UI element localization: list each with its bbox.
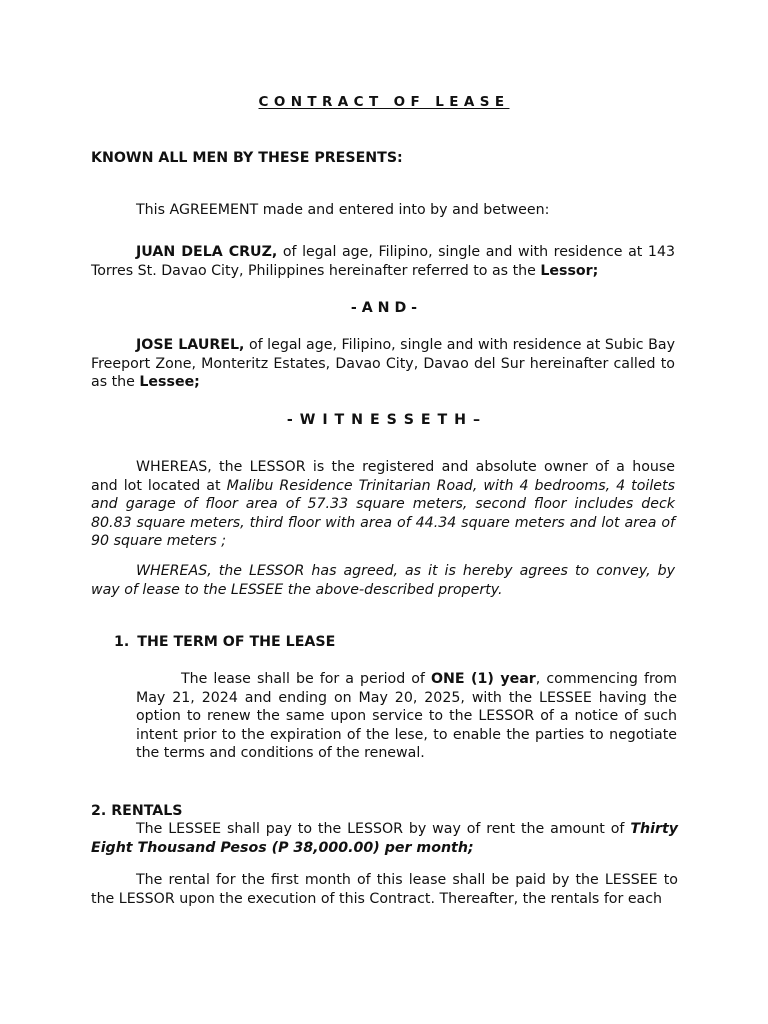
preamble-heading: KNOWN ALL MEN BY THESE PRESENTS: [91, 150, 403, 166]
lease-term-lead: The lease shall be for a period of [181, 671, 431, 687]
lessor-role: Lessor; [540, 262, 599, 279]
property-description: Malibu Residence Trinitarian Road, with 4 bedrooms, 4 toilets and garage of floor area of 57.33 square meters, second floor includes deck 80.83 square meters, third floor with area of 44.34 square meters and lot area of 90 square meters ; [91, 477, 675, 550]
rent-amount-lead: The LESSEE shall pay to the LESSOR by way of rent the amount of [136, 821, 631, 837]
lessee-paragraph [91, 336, 675, 392]
lessee-name: JOSE LAUREL, [136, 337, 245, 353]
lease-period: ONE (1) year [430, 671, 536, 687]
section-1-number: 1. [114, 634, 130, 650]
lessor-name: JUAN DELA CRUZ, [136, 244, 278, 260]
whereas-ownership-paragraph [91, 458, 675, 551]
witnesseth-heading: - W I T N E S S E T H – [286, 412, 482, 428]
whereas-lease-paragraph: WHEREAS, the LESSOR has agreed, as it is hereby agrees to convey, by way of lease to the LESSEE the above-described property. [91, 563, 675, 598]
lessor-description: of legal age, Filipino, single and with residence at 143 Torres St. Davao City, Philippines hereinafter referred to as the [91, 244, 676, 279]
lessee-role: Lessee; [139, 374, 200, 391]
section-2-heading: 2. RENTALS [91, 803, 183, 819]
rent-amount: Thirty Eight Thousand Pesos (P 38,000.00) per month; [91, 821, 678, 856]
document-title: CONTRACT OF LEASE [258, 94, 510, 110]
whereas-ownership-lead: WHEREAS, the LESSOR is the registered and absolute owner of a house and lot located at [91, 459, 675, 494]
first-month-paragraph: The rental for the first month of this lease shall be paid by the LESSEE to the LESSOR upon the execution of this Contract. Thereafter, the rentals for each [91, 872, 678, 907]
lease-term-details: , commencing from May 21, 2024 and ending on May 20, 2025, with the LESSEE having the option to renew the same upon service to the LESSOR of a notice of such intent prior to the expiration of the lese, to enable the parties to negotiate the terms and conditions of the renewal. [136, 671, 677, 762]
lease-term-paragraph [136, 670, 677, 763]
rent-amount-paragraph [91, 820, 678, 857]
section-1-heading [114, 633, 335, 652]
agreement-intro: This AGREEMENT made and entered into by and between: [136, 202, 550, 218]
section-1-title: THE TERM OF THE LEASE [137, 634, 336, 650]
and-separator: - A N D - [350, 300, 418, 316]
lessee-description: of legal age, Filipino, single and with residence at Subic Bay Freeport Zone, Monteritz Estates, Davao City, Davao del Sur hereinafter called to as the [91, 337, 675, 391]
lessor-paragraph [91, 243, 675, 280]
